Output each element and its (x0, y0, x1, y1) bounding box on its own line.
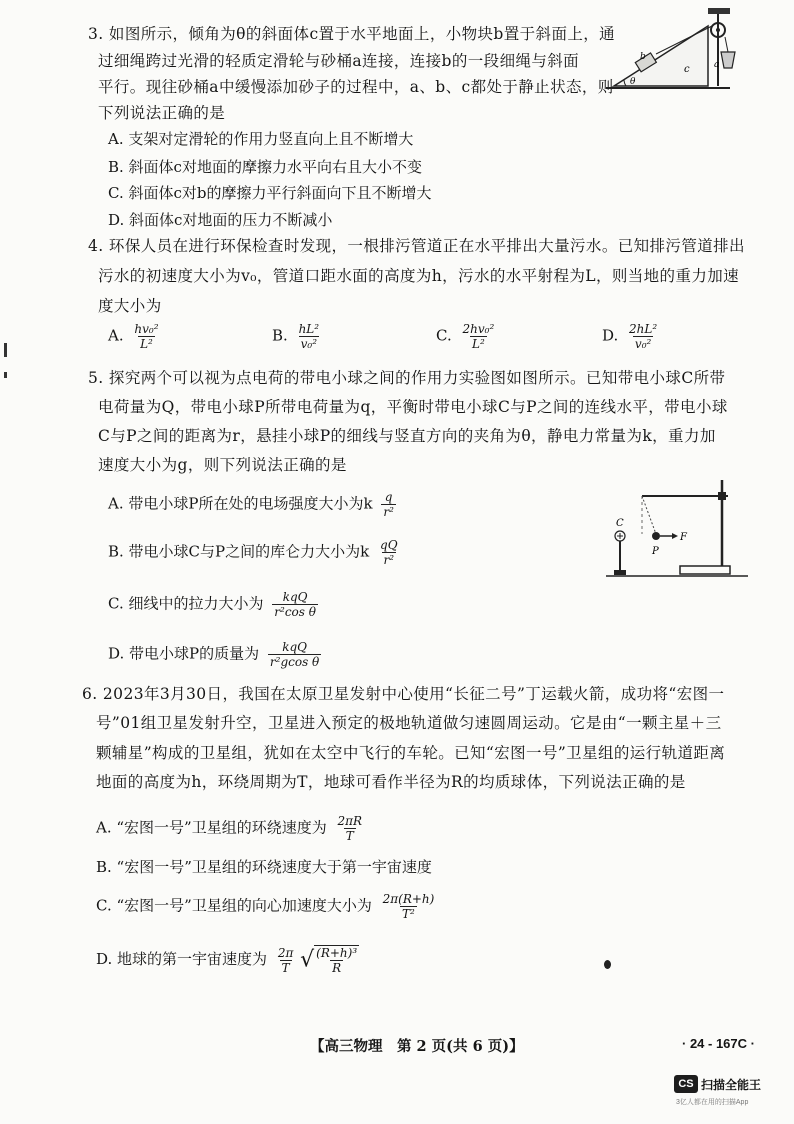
q5-option-a (108, 490, 396, 519)
q3-fig-label-theta: θ (630, 77, 636, 87)
q6-option-c (96, 892, 436, 921)
q4-option-b-fraction (297, 322, 322, 351)
q5-line-3: C与P之间的距离为r，悬挂小球P的细线与竖直方向的夹角为θ，静电力常量为k，重力加 (98, 427, 716, 445)
q4-option-b (272, 322, 321, 351)
q4-option-b-label: B. (272, 326, 288, 345)
q5-option-b-denominator: r² (383, 553, 395, 567)
q5-option-c-denominator: r²cos θ (274, 605, 316, 619)
q3-line-1: 3. 如图所示，倾角为θ的斜面体c置于水平地面上，小物块b置于斜面上，通 (88, 25, 616, 43)
sqrt-icon: √ (300, 947, 315, 973)
q6-option-c-fraction (381, 892, 437, 921)
q5-option-d-numerator: kqQ (282, 640, 307, 654)
q4-option-c-numerator: 2hv₀² (462, 322, 495, 336)
q5-option-c-numerator: kqQ (282, 590, 308, 604)
q6-option-a-text: A. “宏图一号”卫星组的环绕速度为 (96, 818, 327, 837)
q5-fig-label-f: F (680, 532, 687, 543)
q6-option-d-radicand-denominator: R (332, 961, 342, 975)
exam-code: · 24 - 167C · (682, 1036, 755, 1051)
q3-line-4: 下列说法正确的是 (98, 104, 226, 122)
q3-fig-label-b: b (640, 52, 646, 62)
q3-line-2: 过细绳跨过光滑的轻质定滑轮与砂桶a连接，连接b的一段细绳与斜面 (98, 52, 580, 70)
q4-option-d-fraction (627, 322, 659, 351)
q6-option-a-denominator: T (345, 829, 354, 843)
q6-option-c-text: C. “宏图一号”卫星组的向心加速度大小为 (96, 896, 372, 915)
q6-option-d-radicand-numerator: (R+h)³ (316, 946, 358, 960)
q3-option-c: C. 斜面体c对b的摩擦力平行斜面向下且不断增大 (108, 184, 432, 202)
q4-option-a-denominator: L² (140, 337, 153, 351)
camscanner-name: 扫描全能王 (701, 1078, 762, 1092)
q4-line-1: 4. 环保人员在进行环保检查时发现，一根排污管道正在水平排出大量污水。已知排污管道排出 (88, 237, 745, 255)
q5-option-a-text: A. 带电小球P所在处的电场强度大小为k (108, 494, 373, 513)
q5-option-c-fraction (272, 590, 318, 619)
camscanner-logo: CS (674, 1075, 698, 1093)
q5-option-b (108, 538, 400, 567)
q6-option-d (96, 945, 359, 975)
q5-fig-label-c: C (616, 518, 624, 529)
scan-edge-mark (4, 343, 7, 357)
q3-option-b: B. 斜面体c对地面的摩擦力水平向右且大小不变 (108, 158, 422, 176)
q4-line-2: 污水的初速度大小为v₀，管道口距水面的高度为h，污水的水平射程为L，则当地的重力加速 (98, 267, 740, 285)
q4-option-a-fraction (132, 322, 160, 351)
scan-edge-mark (4, 372, 7, 378)
q5-option-d-fraction (268, 640, 321, 669)
page-footer: 【高三物理 第 2 页(共 6 页)】 (310, 1038, 524, 1055)
q6-option-d-radicand (314, 945, 359, 975)
q3-option-a: A. 支架对定滑轮的作用力竖直向上且不断增大 (108, 130, 414, 148)
q4-option-c-label: C. (436, 326, 452, 345)
q6-option-d-denominator: T (281, 960, 290, 975)
ink-dot (604, 960, 611, 969)
q5-option-a-denominator: r² (383, 505, 394, 519)
q6-option-a-numerator: 2πR (337, 814, 363, 828)
q6-option-d-text: D. 地球的第一宇宙速度为 (96, 950, 268, 968)
q5-option-d-denominator: r²gcos θ (269, 655, 320, 669)
q5-option-b-numerator: qQ (380, 538, 398, 552)
q5-option-b-fraction (378, 538, 400, 567)
q4-option-a (108, 322, 161, 351)
q4-option-c-denominator: L² (471, 337, 485, 351)
q5-option-d-text: D. 带电小球P的质量为 (108, 644, 260, 663)
q6-option-c-denominator: T² (402, 907, 415, 921)
q4-option-d-label: D. (602, 326, 619, 345)
q6-line-2: 号”01组卫星发射升空，卫星进入预定的极地轨道做匀速圆周运动。它是由“一颗主星＋三 (96, 714, 722, 732)
q6-option-d-numerator: 2π (277, 945, 294, 960)
q6-line-3: 颗辅星”构成的卫星组，犹如在太空中飞行的车轮。已知“宏图一号”卫星组的运行轨道距离 (96, 744, 726, 762)
q5-line-4: 速度大小为g，则下列说法正确的是 (98, 456, 347, 474)
q4-option-c (436, 322, 496, 351)
q3-incline-figure (604, 4, 736, 96)
q4-option-a-label: A. (108, 326, 124, 345)
q3-line-3: 平行。现往砂桶a中缓慢添加砂子的过程中，a、b、c都处于静止状态，则 (98, 78, 614, 96)
q5-option-b-text: B. 带电小球C与P之间的库仑力大小为k (108, 542, 370, 561)
q4-option-b-denominator: v₀² (300, 337, 318, 351)
q4-option-d (602, 322, 659, 351)
q5-option-c (108, 590, 318, 619)
q6-option-a-fraction (336, 814, 365, 843)
q5-option-a-fraction (381, 490, 396, 519)
q5-option-a-numerator: q (384, 490, 393, 504)
q5-line-2: 电荷量为Q，带电小球P所带电荷量为q，平衡时带电小球C与P之间的连线水平，带电小球 (98, 398, 728, 416)
q3-fig-label-c: c (684, 64, 690, 75)
q6-line-4: 地面的高度为h，环绕周期为T，地球可看作半径为R的均质球体，下列说法正确的是 (96, 773, 686, 791)
q4-option-a-numerator: hv₀² (134, 322, 159, 336)
q5-option-c-text: C. 细线中的拉力大小为 (108, 594, 264, 613)
q6-option-b: B. “宏图一号”卫星组的环绕速度大于第一宇宙速度 (96, 858, 432, 876)
q4-option-d-numerator: 2hL² (629, 322, 658, 336)
q3-option-d: D. 斜面体c对地面的压力不断减小 (108, 211, 333, 229)
q4-option-b-numerator: hL² (298, 322, 320, 336)
camscanner-tagline: 3亿人都在用的扫描App (676, 1099, 749, 1106)
q5-fig-label-p: P (652, 546, 659, 557)
q4-line-3: 度大小为 (98, 297, 162, 315)
q3-fig-label-a: a (714, 60, 720, 70)
q5-line-1: 5. 探究两个可以视为点电荷的带电小球之间的作用力实验图如图所示。已知带电小球C所带 (88, 369, 726, 387)
q5-apparatus-figure (604, 478, 750, 580)
q6-option-c-numerator: 2π(R+h) (382, 892, 435, 906)
q6-option-d-fraction (276, 946, 296, 975)
q6-option-a (96, 814, 364, 843)
q4-option-d-denominator: v₀² (634, 337, 652, 351)
q6-line-1: 6. 2023年3月30日，我国在太原卫星发射中心使用“长征二号”丁运载火箭，成功将“宏图一 (82, 685, 725, 703)
q4-option-c-fraction (461, 322, 497, 351)
q5-option-d (108, 640, 321, 669)
